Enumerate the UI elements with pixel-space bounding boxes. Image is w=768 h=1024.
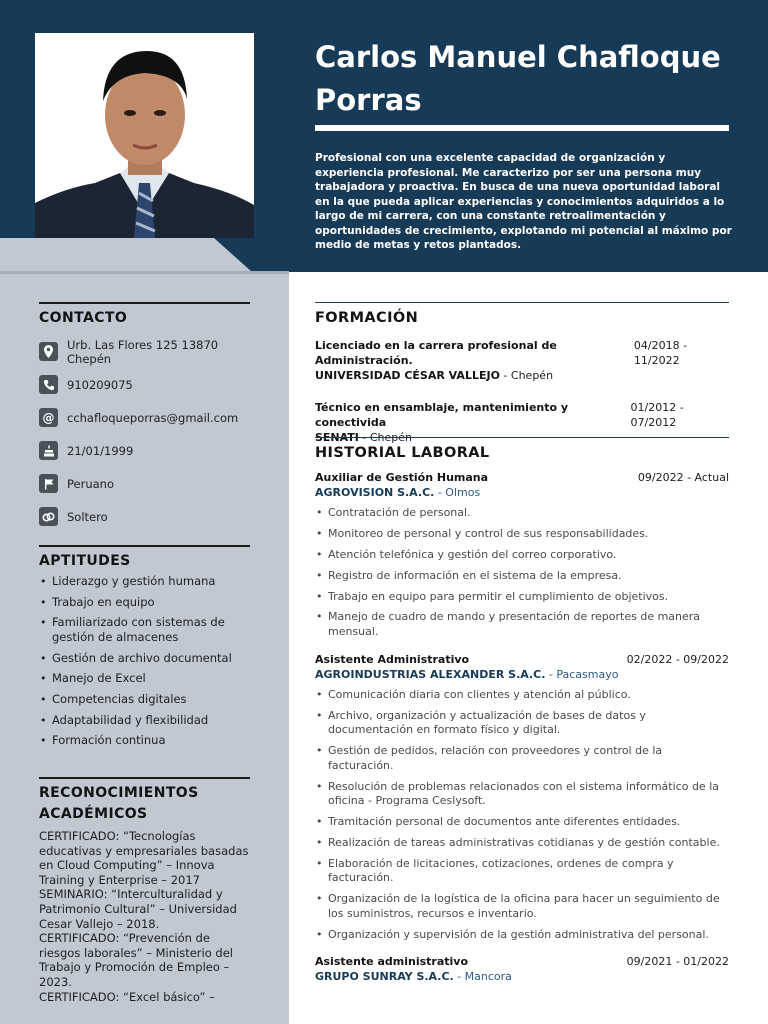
list-item: • Trabajo en equipo bbox=[39, 595, 250, 610]
skills-list bbox=[39, 574, 250, 748]
list-item: • Gestión de pedidos, relación con proveedores y control de la facturación. bbox=[315, 744, 729, 773]
list-item: • Liderazgo y gestión humana bbox=[39, 574, 250, 589]
list-item: • Organización y supervisión de la gestión administrativa del personal. bbox=[315, 928, 729, 943]
contact-address: Urb. Las Flores 125 13870 Chepén bbox=[39, 335, 250, 368]
award-item: CERTIFICADO: “Excel básico” – bbox=[39, 989, 215, 1004]
flag-icon bbox=[39, 474, 58, 493]
list-item: • Adaptabilidad y flexibilidad bbox=[39, 713, 250, 728]
skills-heading: APTITUDES bbox=[39, 545, 250, 571]
award-item: CERTIFICADO: “Prevención de riesgos laborales” – Ministerio del Trabajo y Promoción de Empleo – 2023. bbox=[39, 931, 233, 989]
contact-nationality: Peruano bbox=[39, 467, 250, 500]
list-item: • Competencias digitales bbox=[39, 692, 250, 707]
award-item: CERTIFICADO: “Tecnologías educativas y empresariales basadas en Cloud Computing” – Innova Training y Enterprise – 2017 bbox=[39, 829, 249, 887]
award-item: SEMINARIO: “Interculturalidad y Patrimonio Cultural” – Universidad Cesar Vallejo – 2018. bbox=[39, 887, 237, 931]
school-name: SENATI bbox=[315, 431, 359, 444]
work-history-section bbox=[315, 437, 729, 984]
company-location: - Pacasmayo bbox=[545, 667, 619, 681]
job-entry bbox=[315, 652, 729, 943]
job-dates: 09/2021 - 01/2022 bbox=[626, 955, 729, 969]
contact-birthdate: 21/01/1999 bbox=[39, 434, 250, 467]
education-section bbox=[315, 302, 729, 445]
sidebar-separator bbox=[0, 271, 289, 274]
contact-email: @ cchafloqueporras@gmail.com bbox=[39, 401, 250, 434]
job-role: Asistente Administrativo bbox=[315, 652, 470, 666]
list-item: • Contratación de personal. bbox=[315, 506, 729, 521]
list-item: • Atención telefónica y gestión del correo corporativo. bbox=[315, 548, 729, 563]
contact-marital-status: Soltero bbox=[39, 500, 250, 533]
work-heading: HISTORIAL LABORAL bbox=[315, 437, 729, 462]
location-pin-icon bbox=[39, 342, 58, 361]
birthday-cake-icon bbox=[39, 441, 58, 460]
list-item: • Resolución de problemas relacionados con el sistema informático de la oficina - Programa Ceslysoft. bbox=[315, 780, 729, 809]
skills-section bbox=[39, 545, 250, 754]
list-item: • Trabajo en equipo para permitir el cumplimiento de objetivos. bbox=[315, 590, 729, 605]
contact-phone: 910209075 bbox=[39, 368, 250, 401]
name-underline bbox=[315, 125, 729, 131]
job-role: Asistente administrativo bbox=[315, 955, 469, 969]
job-role: Auxiliar de Gestión Humana bbox=[315, 471, 489, 484]
awards-section bbox=[39, 777, 250, 1004]
phone-icon bbox=[39, 375, 58, 394]
list-item: • Tramitación personal de documentos ante diferentes entidades. bbox=[315, 815, 729, 830]
school-location: - Chepén bbox=[499, 369, 554, 382]
school-name: UNIVERSIDAD CÉSAR VALLEJO bbox=[315, 369, 500, 382]
list-item: • Comunicación diaria con clientes y atención al público. bbox=[315, 688, 729, 703]
company-name: AGROVISION S.A.C. bbox=[315, 486, 435, 499]
contact-section bbox=[39, 302, 250, 533]
list-item: • Monitoreo de personal y control de sus responsabilidades. bbox=[315, 527, 729, 542]
job-entry bbox=[315, 954, 729, 984]
rings-icon bbox=[39, 507, 58, 526]
education-heading: FORMACIÓN bbox=[315, 302, 729, 327]
job-tasks bbox=[315, 506, 729, 640]
degree-title: Licenciado en la carrera profesional de Administración. bbox=[315, 339, 557, 367]
degree-title: Técnico en ensamblaje, mantenimiento y conectivida bbox=[315, 401, 569, 429]
education-entry bbox=[315, 338, 729, 383]
company-location: - Olmos bbox=[434, 486, 481, 499]
list-item: • Realización de tareas administrativas cotidianas y de gestión contable. bbox=[315, 836, 729, 851]
job-entry bbox=[315, 470, 729, 640]
contact-heading: CONTACTO bbox=[39, 302, 250, 328]
awards-heading: RECONOCIMIENTOS ACADÉMICOS bbox=[39, 777, 250, 825]
company-name: GRUPO SUNRAY S.A.C. bbox=[315, 970, 454, 984]
education-dates: 04/2018 - 11/2022 bbox=[633, 339, 688, 367]
company-name: AGROINDUSTRIAS ALEXANDER S.A.C. bbox=[315, 667, 546, 681]
job-dates: 09/2022 - Actual bbox=[637, 471, 729, 484]
list-item: • Archivo, organización y actualización de bases de datos y documentación en formato físico y digital. bbox=[315, 709, 729, 738]
email-at-icon: @ bbox=[39, 408, 58, 427]
company-location: - Mancora bbox=[453, 970, 512, 984]
list-item: • Registro de información en el sistema de la empresa. bbox=[315, 569, 729, 584]
list-item: • Manejo de Excel bbox=[39, 671, 250, 686]
list-item: • Elaboración de licitaciones, cotizaciones, ordenes de compra y facturación. bbox=[315, 857, 729, 886]
job-tasks bbox=[315, 688, 729, 943]
list-item: • Formación continua bbox=[39, 733, 250, 748]
list-item: • Manejo de cuadro de mando y presentación de reportes de manera mensual. bbox=[315, 610, 729, 639]
school-location: - Chepén bbox=[358, 431, 413, 444]
education-dates: 01/2012 - 07/2012 bbox=[630, 401, 684, 429]
awards-list bbox=[39, 829, 250, 1004]
job-dates: 02/2022 - 09/2022 bbox=[626, 652, 729, 666]
list-item: • Gestión de archivo documental bbox=[39, 651, 250, 666]
list-item: • Familiarizado con sistemas de gestión de almacenes bbox=[39, 615, 250, 645]
list-item: • Organización de la logística de la oficina para hacer un seguimiento de los suministros, recursos e inventario. bbox=[315, 892, 729, 921]
profile-summary: Profesional con una excelente capacidad de organización y experiencia profesional. Me caracterizo por ser una persona muy trabajadora y proactiva. En busca de una nueva oportunidad laboral en la que pueda aplicar experiencias y conocimientos adquiridos a lo largo de mi carrera, con una constante retroalimentación y oportunidades de crecimiento, explotando mi potencial al máximo por medio de metas y retos plantados. bbox=[315, 152, 732, 251]
profile-photo bbox=[35, 33, 254, 238]
candidate-name: Carlos Manuel Chafloque Porras bbox=[315, 40, 721, 117]
